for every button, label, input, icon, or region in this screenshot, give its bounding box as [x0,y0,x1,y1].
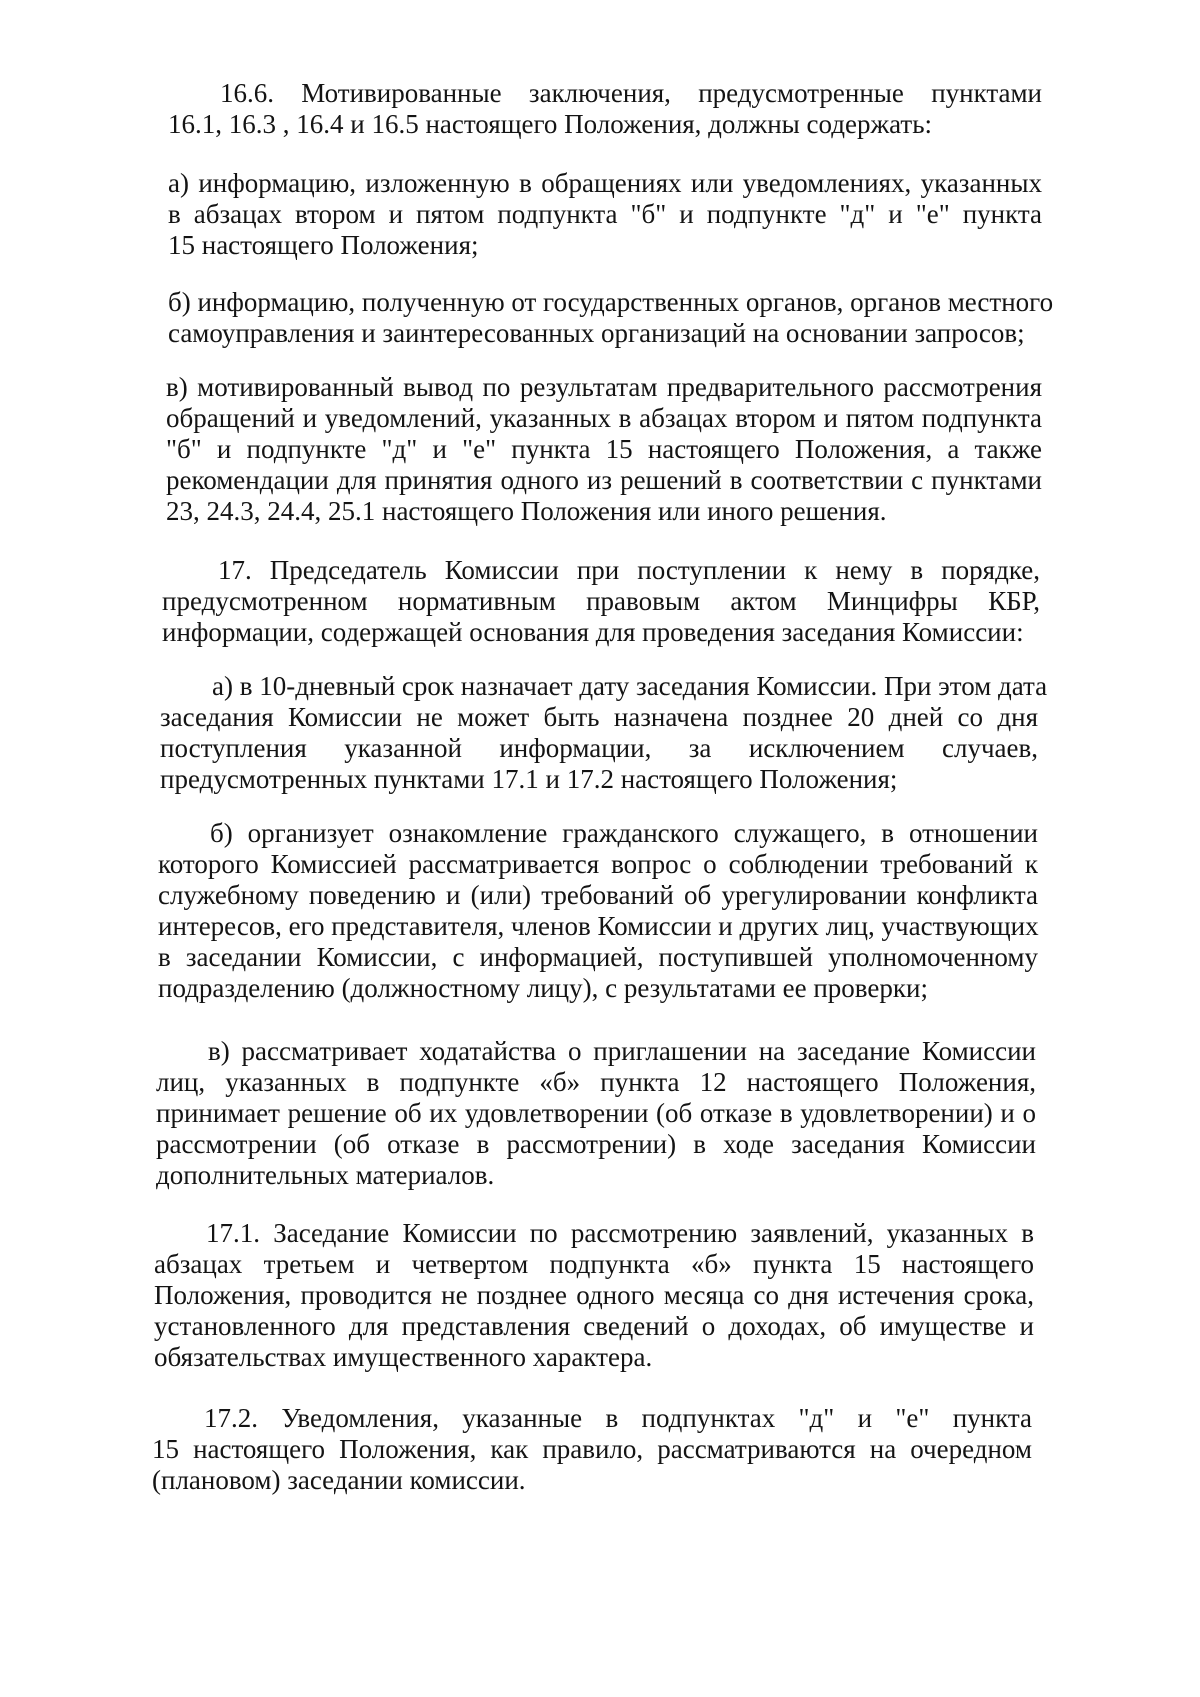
paragraph-16-6-v [166,372,1042,527]
paragraph-17-1 [154,1218,1034,1373]
text-line: принимает решение об их удовлетворении (об отказе в удовлетворении) и о [156,1098,1036,1128]
text-line: обязательствах имущественного характера. [154,1342,653,1372]
text-line: подразделению (должностному лицу), с результатами ее проверки; [158,973,928,1003]
text-line: предусмотренном нормативным правовым актом Минцифры КБР, [162,586,1040,616]
paragraph-17-a [160,671,1048,795]
text-line: в абзацах втором и пятом подпункта "б" и подпункте "д" и "е" пункта [168,199,1042,229]
text-line: 15 настоящего Положения, как правило, рассматриваются на очередном [152,1434,1032,1464]
text-line: дополнительных материалов. [156,1160,495,1190]
text-line: б) организует ознакомление гражданского служащего, в отношении [210,818,1038,848]
text-line: в) мотивированный вывод по результатам предварительного рассмотрения [166,372,1042,402]
text-line: которого Комиссией рассматривается вопрос о соблюдении требований к [158,849,1038,879]
text-line: Положения, проводится не позднее одного месяца со дня истечения срока, [154,1280,1034,1310]
text-line: 17.1. Заседание Комиссии по рассмотрению заявлений, указанных в [206,1218,1034,1248]
text-line: служебному поведению и (или) требований об урегулировании конфликта [158,880,1038,910]
text-line: информации, содержащей основания для проведения заседания Комиссии: [162,617,1024,647]
paragraph-17 [162,555,1040,648]
text-line: рассмотрении (об отказе в рассмотрении) в ходе заседания Комиссии [156,1129,1036,1159]
text-line: обращений и уведомлений, указанных в абзацах втором и пятом подпункта [166,403,1042,433]
text-line: 17.2. Уведомления, указанные в подпунктах "д" и "е" пункта [204,1403,1032,1433]
text-line: а) информацию, изложенную в обращениях или уведомлениях, указанных [168,168,1042,198]
text-line: интересов, его представителя, членов Комиссии и других лиц, участвующих [158,911,1039,941]
text-line: 16.1, 16.3 , 16.4 и 16.5 настоящего Положения, должны содержать: [168,109,933,139]
text-line: рекомендации для принятия одного из решений в соответствии с пунктами [166,465,1042,495]
text-line: самоуправления и заинтересованных организаций на основании запросов; [168,318,1025,348]
paragraph-16-6-b [168,287,1054,349]
paragraph-16-6 [168,78,1042,140]
text-line: лиц, указанных в подпункте «б» пункта 12 настоящего Положения, [156,1067,1036,1097]
text-line: (плановом) заседании комиссии. [152,1465,526,1495]
paragraph-17-2 [152,1403,1032,1496]
text-line: а) в 10-дневный срок назначает дату заседания Комиссии. При этом дата [212,671,1048,701]
paragraph-17-b [158,818,1038,1004]
text-line: 17. Председатель Комиссии при поступлении к нему в порядке, [218,555,1040,585]
text-line: 23, 24.3, 24.4, 25.1 настоящего Положения или иного решения. [166,496,887,526]
text-line: абзацах третьем и четвертом подпункта «б» пункта 15 настоящего [154,1249,1034,1279]
text-line: 15 настоящего Положения; [168,230,479,260]
text-line: заседания Комиссии не может быть назначена позднее 20 дней со дня [160,702,1038,732]
paragraph-17-v [156,1036,1036,1191]
text-line: в) рассматривает ходатайства о приглашении на заседание Комиссии [208,1036,1036,1066]
text-line: "б" и подпункте "д" и "е" пункта 15 настоящего Положения, а также [166,434,1042,464]
paragraph-16-6-a [168,168,1042,261]
text-line: предусмотренных пунктами 17.1 и 17.2 настоящего Положения; [160,764,898,794]
text-line: поступления указанной информации, за исключением случаев, [160,733,1038,763]
text-line: в заседании Комиссии, с информацией, поступившей уполномоченному [158,942,1038,972]
text-line: установленного для представления сведений о доходах, об имуществе и [154,1311,1034,1341]
text-line: 16.6. Мотивированные заключения, предусмотренные пунктами [220,78,1042,108]
text-line: б) информацию, полученную от государственных органов, органов местного [168,287,1054,317]
